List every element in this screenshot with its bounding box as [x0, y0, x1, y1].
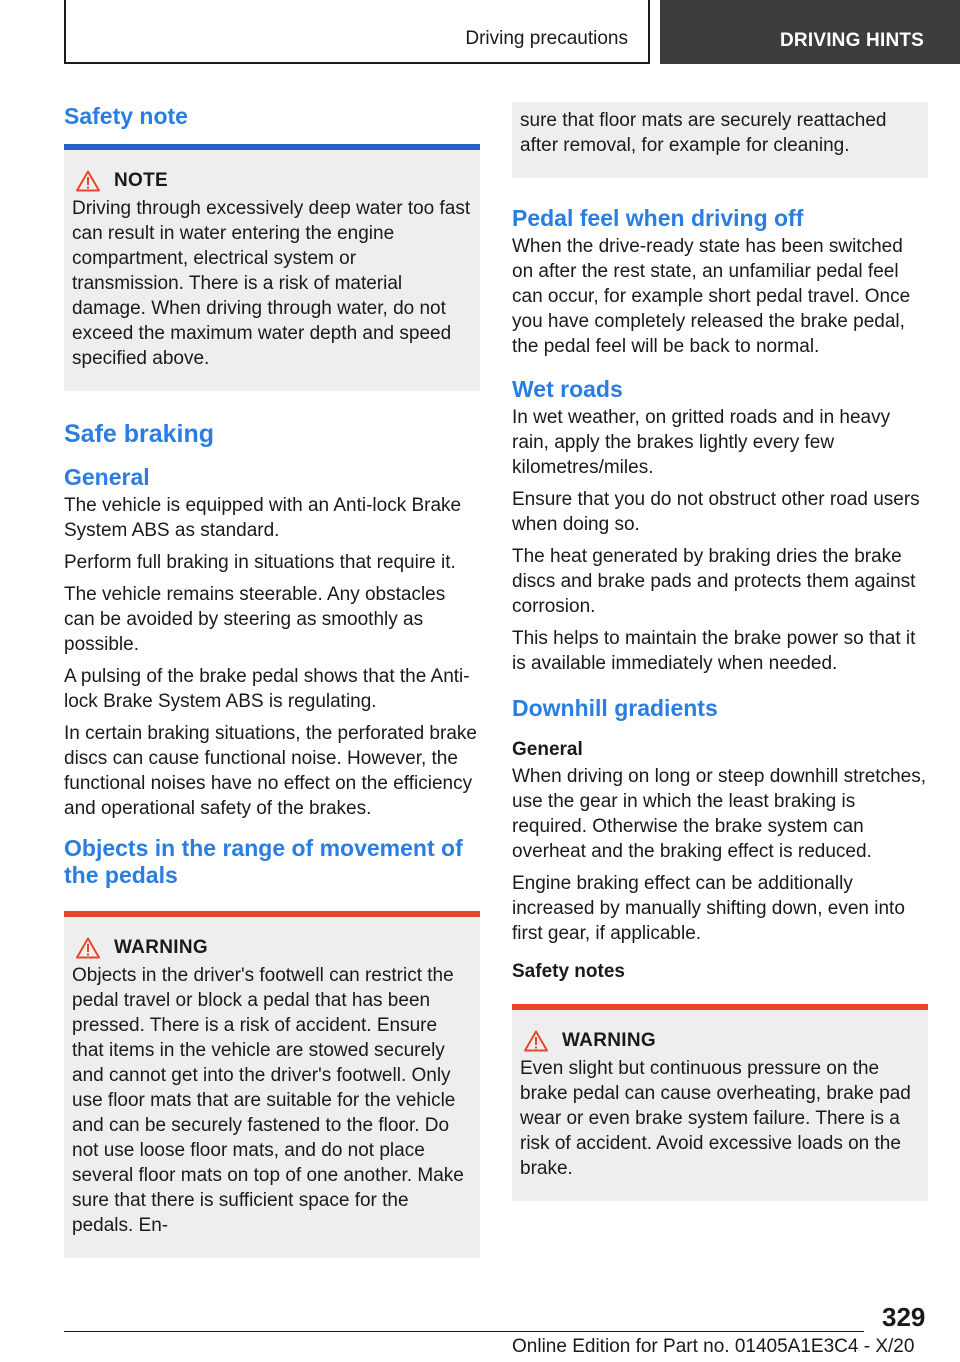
- header-section-box: [64, 0, 650, 64]
- safety-notes-heading: Safety notes: [512, 961, 625, 982]
- footer-divider: [64, 1331, 864, 1332]
- general-paragraph: Perform full braking in situations that require it.: [64, 552, 456, 573]
- warning-text: Even slight but continuous pressure on the brake pedal can cause overheating, brake pad wear or even brake system failure. There is a risk of accident. Avoid excessive loads on the brake.: [520, 1058, 911, 1179]
- note-box: [64, 144, 480, 391]
- warning-label: WARNING: [562, 1030, 656, 1051]
- header-section-title: Driving precautions: [465, 28, 628, 49]
- right-column: [512, 102, 928, 1201]
- safe-braking-heading: Safe braking: [64, 420, 215, 448]
- downhill-paragraph: Engine braking effect can be additionally increased by manually shifting down, even into first gear, if applicable.: [512, 873, 905, 944]
- warning-box-header: [520, 1030, 920, 1052]
- general-paragraph: The vehicle remains steerable. Any obstacles can be avoided by steering as smoothly as possible.: [64, 584, 446, 655]
- general-paragraph: The vehicle is equipped with an Anti-lock Brake System ABS as standard.: [64, 495, 462, 541]
- warning-triangle-icon: [76, 937, 100, 959]
- downhill-general-heading: General: [512, 739, 583, 760]
- general-paragraph: A pulsing of the brake pedal shows that the Anti-lock Brake System ABS is regulating.: [64, 666, 470, 712]
- warning-box-pedals: [64, 911, 480, 1258]
- objects-pedals-heading: Objects in the range of movement of the pedals: [64, 835, 463, 888]
- header-chapter-tab: DRIVING HINTS: [660, 0, 960, 64]
- wet-roads-paragraph: Ensure that you do not obstruct other road users when doing so.: [512, 489, 920, 535]
- safety-note-heading: Safety note: [64, 103, 188, 129]
- warning-box-brake: [512, 1004, 928, 1201]
- pedal-feel-text: When the drive-ready state has been switched on after the rest state, an unfamiliar pedal feel can occur, for example short pedal travel. Once you have completely released the brake pedal, the pedal feel will be back to normal.: [512, 236, 911, 357]
- warning-label: WARNING: [114, 937, 208, 958]
- note-text: Driving through excessively deep water too fast can result in water entering the engine compartment, electrical system or transmission. There is a risk of material damage. When driving through water, do not exceed the maximum water depth and speed specified above.: [72, 198, 471, 369]
- warning-box-header: [72, 937, 472, 959]
- downhill-paragraph: When driving on long or steep downhill stretches, use the gear in which the least braking is required. Otherwise the brake system can overheat and the braking effect is reduced.: [512, 766, 927, 862]
- footer-edition: Online Edition for Part no. 01405A1E3C4 - X/20: [512, 1336, 915, 1357]
- wet-roads-paragraph: This helps to maintain the brake power so that it is available immediately when needed.: [512, 628, 916, 674]
- wet-roads-heading: Wet roads: [512, 376, 623, 402]
- warning-triangle-icon: [76, 170, 100, 192]
- downhill-gradients-heading: Downhill gradients: [512, 695, 718, 721]
- wet-roads-paragraph: The heat generated by braking dries the brake discs and brake pads and protects them against corrosion.: [512, 546, 916, 617]
- left-column: [64, 102, 480, 1258]
- warning-triangle-icon: [524, 1030, 548, 1052]
- warning-continuation-text: sure that floor mats are securely reattached after removal, for example for cleaning.: [520, 110, 887, 156]
- pedal-feel-heading: Pedal feel when driving off: [512, 205, 804, 231]
- note-box-header: [72, 170, 472, 192]
- warning-box-continuation: [512, 102, 928, 178]
- wet-roads-paragraph: In wet weather, on gritted roads and in heavy rain, apply the brakes lightly every few kilometres/miles.: [512, 407, 891, 478]
- page-number: 329: [882, 1302, 926, 1332]
- general-heading: General: [64, 464, 150, 490]
- note-label: NOTE: [114, 170, 168, 191]
- warning-text: Objects in the driver's footwell can restrict the pedal travel or block a pedal that has been pressed. There is a risk of accident. Ensure that items in the vehicle are stowed securely and cannot get into the driver's footwell. Only use floor mats that are suitable for the vehicle and can be securely fastened to the floor. Do not use loose floor mats, and do not place several floor mats on top of one another. Make sure that there is sufficient space for the pedals. En-: [72, 965, 464, 1236]
- general-paragraph: In certain braking situations, the perforated brake discs can cause functional noise. However, the functional noises have no effect on the efficiency and operational safety of the brakes.: [64, 723, 477, 819]
